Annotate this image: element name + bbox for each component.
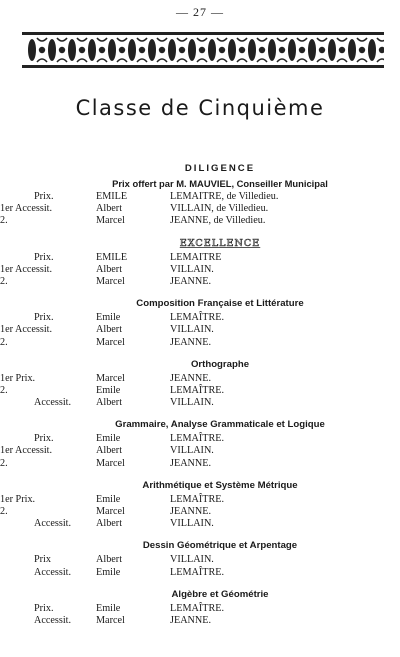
prize-row bbox=[0, 373, 400, 385]
student-first-name: Emile bbox=[96, 433, 121, 445]
student-first-name: Albert bbox=[96, 324, 123, 336]
ornament-flower bbox=[299, 47, 305, 53]
ornament-flower bbox=[239, 47, 245, 53]
student-last-name: LEMAÎTRE. bbox=[170, 566, 225, 578]
prize-row bbox=[0, 312, 400, 324]
ornament-flower bbox=[259, 47, 265, 53]
prize-rank: 2. bbox=[0, 384, 8, 396]
prize-rank: 1er Accessit. bbox=[0, 324, 53, 336]
ornament-leaf bbox=[248, 39, 256, 61]
student-first-name: Albert bbox=[96, 445, 123, 457]
section-heading: Grammaire, Analyse Grammaticale et Logique bbox=[115, 419, 325, 431]
ornament-leaf bbox=[148, 39, 156, 61]
prize-row bbox=[0, 445, 400, 457]
prize-rank: Accessit. bbox=[34, 566, 72, 578]
section-gap bbox=[0, 530, 400, 537]
student-first-name: Emile bbox=[96, 602, 121, 614]
prize-rank: 1er Prix. bbox=[0, 372, 36, 384]
student-last-name: LEMAÎTRE. bbox=[170, 312, 225, 324]
prize-rank: 2. bbox=[0, 506, 8, 517]
prize-rank: Prix. bbox=[34, 312, 54, 324]
prize-rank: 2. bbox=[0, 215, 8, 227]
section-heading: Composition Française et Littérature bbox=[136, 298, 304, 310]
student-last-name: VILLAIN, de Villedieu. bbox=[170, 203, 269, 215]
ornament-leaf bbox=[368, 39, 376, 61]
ornament-leaf bbox=[288, 39, 296, 61]
ornament-flower bbox=[319, 47, 325, 53]
ornament-leaf bbox=[268, 39, 276, 61]
section-heading: Algèbre et Géométrie bbox=[171, 588, 269, 600]
prize-row bbox=[0, 191, 400, 203]
ornament-flower bbox=[359, 47, 365, 53]
prize-rank: Prix. bbox=[34, 251, 54, 263]
prize-row bbox=[0, 567, 400, 579]
page-number: — 27 — bbox=[176, 5, 224, 19]
prize-rank: Prix. bbox=[34, 433, 54, 445]
section-heading: Dessin Géométrique et Arpentage bbox=[142, 540, 298, 552]
student-first-name: Emile bbox=[96, 312, 121, 324]
ornament-flower bbox=[219, 47, 225, 53]
ornament-leaf bbox=[108, 39, 116, 61]
prize-rank: Prix. bbox=[34, 191, 54, 202]
prize-rank: 2. bbox=[0, 336, 8, 348]
student-last-name: JEANNE. bbox=[170, 614, 212, 626]
section-gap bbox=[0, 288, 400, 295]
prize-row bbox=[0, 337, 400, 349]
ornament-leaf bbox=[188, 39, 196, 61]
ornament-leaf bbox=[208, 39, 216, 61]
ornament-leaf bbox=[68, 39, 76, 61]
student-first-name: Emile bbox=[96, 384, 121, 396]
prize-row bbox=[0, 518, 400, 530]
section-heading: EXCELLENCE bbox=[179, 237, 261, 249]
student-last-name: JEANNE. bbox=[170, 336, 212, 348]
ornament-flower bbox=[39, 47, 45, 53]
prize-rank: 1er Prix. bbox=[0, 493, 36, 505]
ornament-leaf bbox=[348, 39, 356, 61]
prize-rank: 1er Accessit. bbox=[0, 263, 53, 275]
student-last-name: VILLAIN. bbox=[170, 518, 214, 530]
student-last-name: LEMAÎTRE. bbox=[170, 384, 225, 396]
prize-row bbox=[0, 603, 400, 615]
section-gap bbox=[0, 409, 400, 416]
ornament-flower bbox=[59, 47, 65, 53]
ornament-flower bbox=[79, 47, 85, 53]
student-first-name: Emile bbox=[96, 493, 121, 505]
student-first-name: Marcel bbox=[96, 336, 125, 348]
student-first-name: Albert bbox=[96, 518, 123, 530]
prize-rank: Accessit. bbox=[34, 397, 72, 409]
ornament-leaf bbox=[168, 39, 176, 61]
prize-rank: 1er Accessit. bbox=[0, 445, 53, 457]
student-first-name: Marcel bbox=[96, 275, 125, 287]
prize-row bbox=[0, 385, 400, 397]
ornament-leaf bbox=[308, 39, 316, 61]
ornament-flower bbox=[339, 47, 345, 53]
prize-row bbox=[0, 215, 400, 227]
ornament-flower bbox=[139, 47, 145, 53]
prize-row bbox=[0, 433, 400, 445]
prize-rank: Accessit. bbox=[34, 614, 72, 626]
prize-rank: Accessit. bbox=[34, 518, 72, 530]
section-gap bbox=[0, 579, 400, 586]
ornament-leaf bbox=[128, 39, 136, 61]
prize-row bbox=[0, 264, 400, 276]
section-gap bbox=[0, 627, 400, 634]
prize-row bbox=[0, 506, 400, 518]
student-last-name: VILLAIN. bbox=[170, 445, 214, 457]
student-last-name: VILLAIN. bbox=[170, 397, 214, 409]
student-last-name: VILLAIN. bbox=[170, 554, 214, 566]
section-heading: DILIGENCE bbox=[184, 163, 256, 174]
ornament-leaf bbox=[228, 39, 236, 61]
section-gap bbox=[0, 228, 400, 235]
student-first-name: Albert bbox=[96, 554, 123, 566]
prize-list bbox=[0, 160, 400, 634]
prize-row bbox=[0, 252, 400, 264]
student-first-name: Marcel bbox=[96, 457, 125, 469]
prize-rank: 2. bbox=[0, 457, 8, 469]
student-first-name: EMILE bbox=[96, 191, 128, 202]
prize-row bbox=[0, 397, 400, 409]
student-last-name: JEANNE. bbox=[170, 275, 212, 287]
student-last-name: LEMAITRE bbox=[170, 251, 222, 263]
ornament-flower bbox=[279, 47, 285, 53]
ornament-leaf bbox=[328, 39, 336, 61]
section-heading: Orthographe bbox=[190, 358, 250, 370]
ornament-flower bbox=[199, 47, 205, 53]
student-last-name: LEMAITRE, de Villedieu. bbox=[170, 191, 279, 202]
prize-row bbox=[0, 494, 400, 506]
student-last-name: VILLAIN. bbox=[170, 263, 214, 275]
section-gap bbox=[0, 349, 400, 356]
student-first-name: Marcel bbox=[96, 614, 125, 626]
section-subheading: Prix offert par M. MAUVIEL, Conseiller Municipal bbox=[112, 178, 328, 189]
student-first-name: EMILE bbox=[96, 251, 128, 263]
student-first-name: Emile bbox=[96, 566, 121, 578]
prize-row bbox=[0, 458, 400, 470]
prize-row bbox=[0, 203, 400, 215]
student-last-name: JEANNE, de Villedieu. bbox=[170, 215, 266, 227]
prize-rank: 2. bbox=[0, 275, 8, 287]
student-first-name: Marcel bbox=[96, 372, 125, 384]
ornament-flower bbox=[119, 47, 125, 53]
ornament-flower bbox=[99, 47, 105, 53]
ornament-leaf bbox=[88, 39, 96, 61]
prize-rank: Prix bbox=[34, 554, 51, 566]
student-last-name: LEMAÎTRE. bbox=[170, 433, 225, 445]
page-title: Classe de Cinquième bbox=[75, 96, 325, 120]
student-first-name: Albert bbox=[96, 263, 123, 275]
floral-ornament-band bbox=[22, 32, 384, 68]
prize-rank: Prix. bbox=[34, 602, 54, 614]
prize-row bbox=[0, 615, 400, 627]
prize-row bbox=[0, 324, 400, 336]
student-first-name: Marcel bbox=[96, 215, 125, 227]
student-first-name: Albert bbox=[96, 203, 123, 215]
prize-row bbox=[0, 554, 400, 566]
student-last-name: LEMAÎTRE. bbox=[170, 493, 225, 505]
student-last-name: LEMAÎTRE. bbox=[170, 602, 225, 614]
student-first-name: Albert bbox=[96, 397, 123, 409]
student-last-name: JEANNE. bbox=[170, 506, 212, 517]
student-last-name: VILLAIN. bbox=[170, 324, 214, 336]
prize-row bbox=[0, 276, 400, 288]
student-last-name: JEANNE. bbox=[170, 457, 212, 469]
student-last-name: JEANNE. bbox=[170, 372, 212, 384]
ornament-leaf bbox=[48, 39, 56, 61]
section-heading: Arithmétique et Système Métrique bbox=[142, 479, 298, 491]
student-first-name: Marcel bbox=[96, 506, 125, 517]
ornament-flower bbox=[159, 47, 165, 53]
ornament-flower bbox=[379, 47, 384, 53]
ornament-flower bbox=[179, 47, 185, 53]
prize-rank: 1er Accessit. bbox=[0, 203, 53, 215]
section-gap bbox=[0, 470, 400, 477]
ornament-leaf bbox=[28, 39, 36, 61]
